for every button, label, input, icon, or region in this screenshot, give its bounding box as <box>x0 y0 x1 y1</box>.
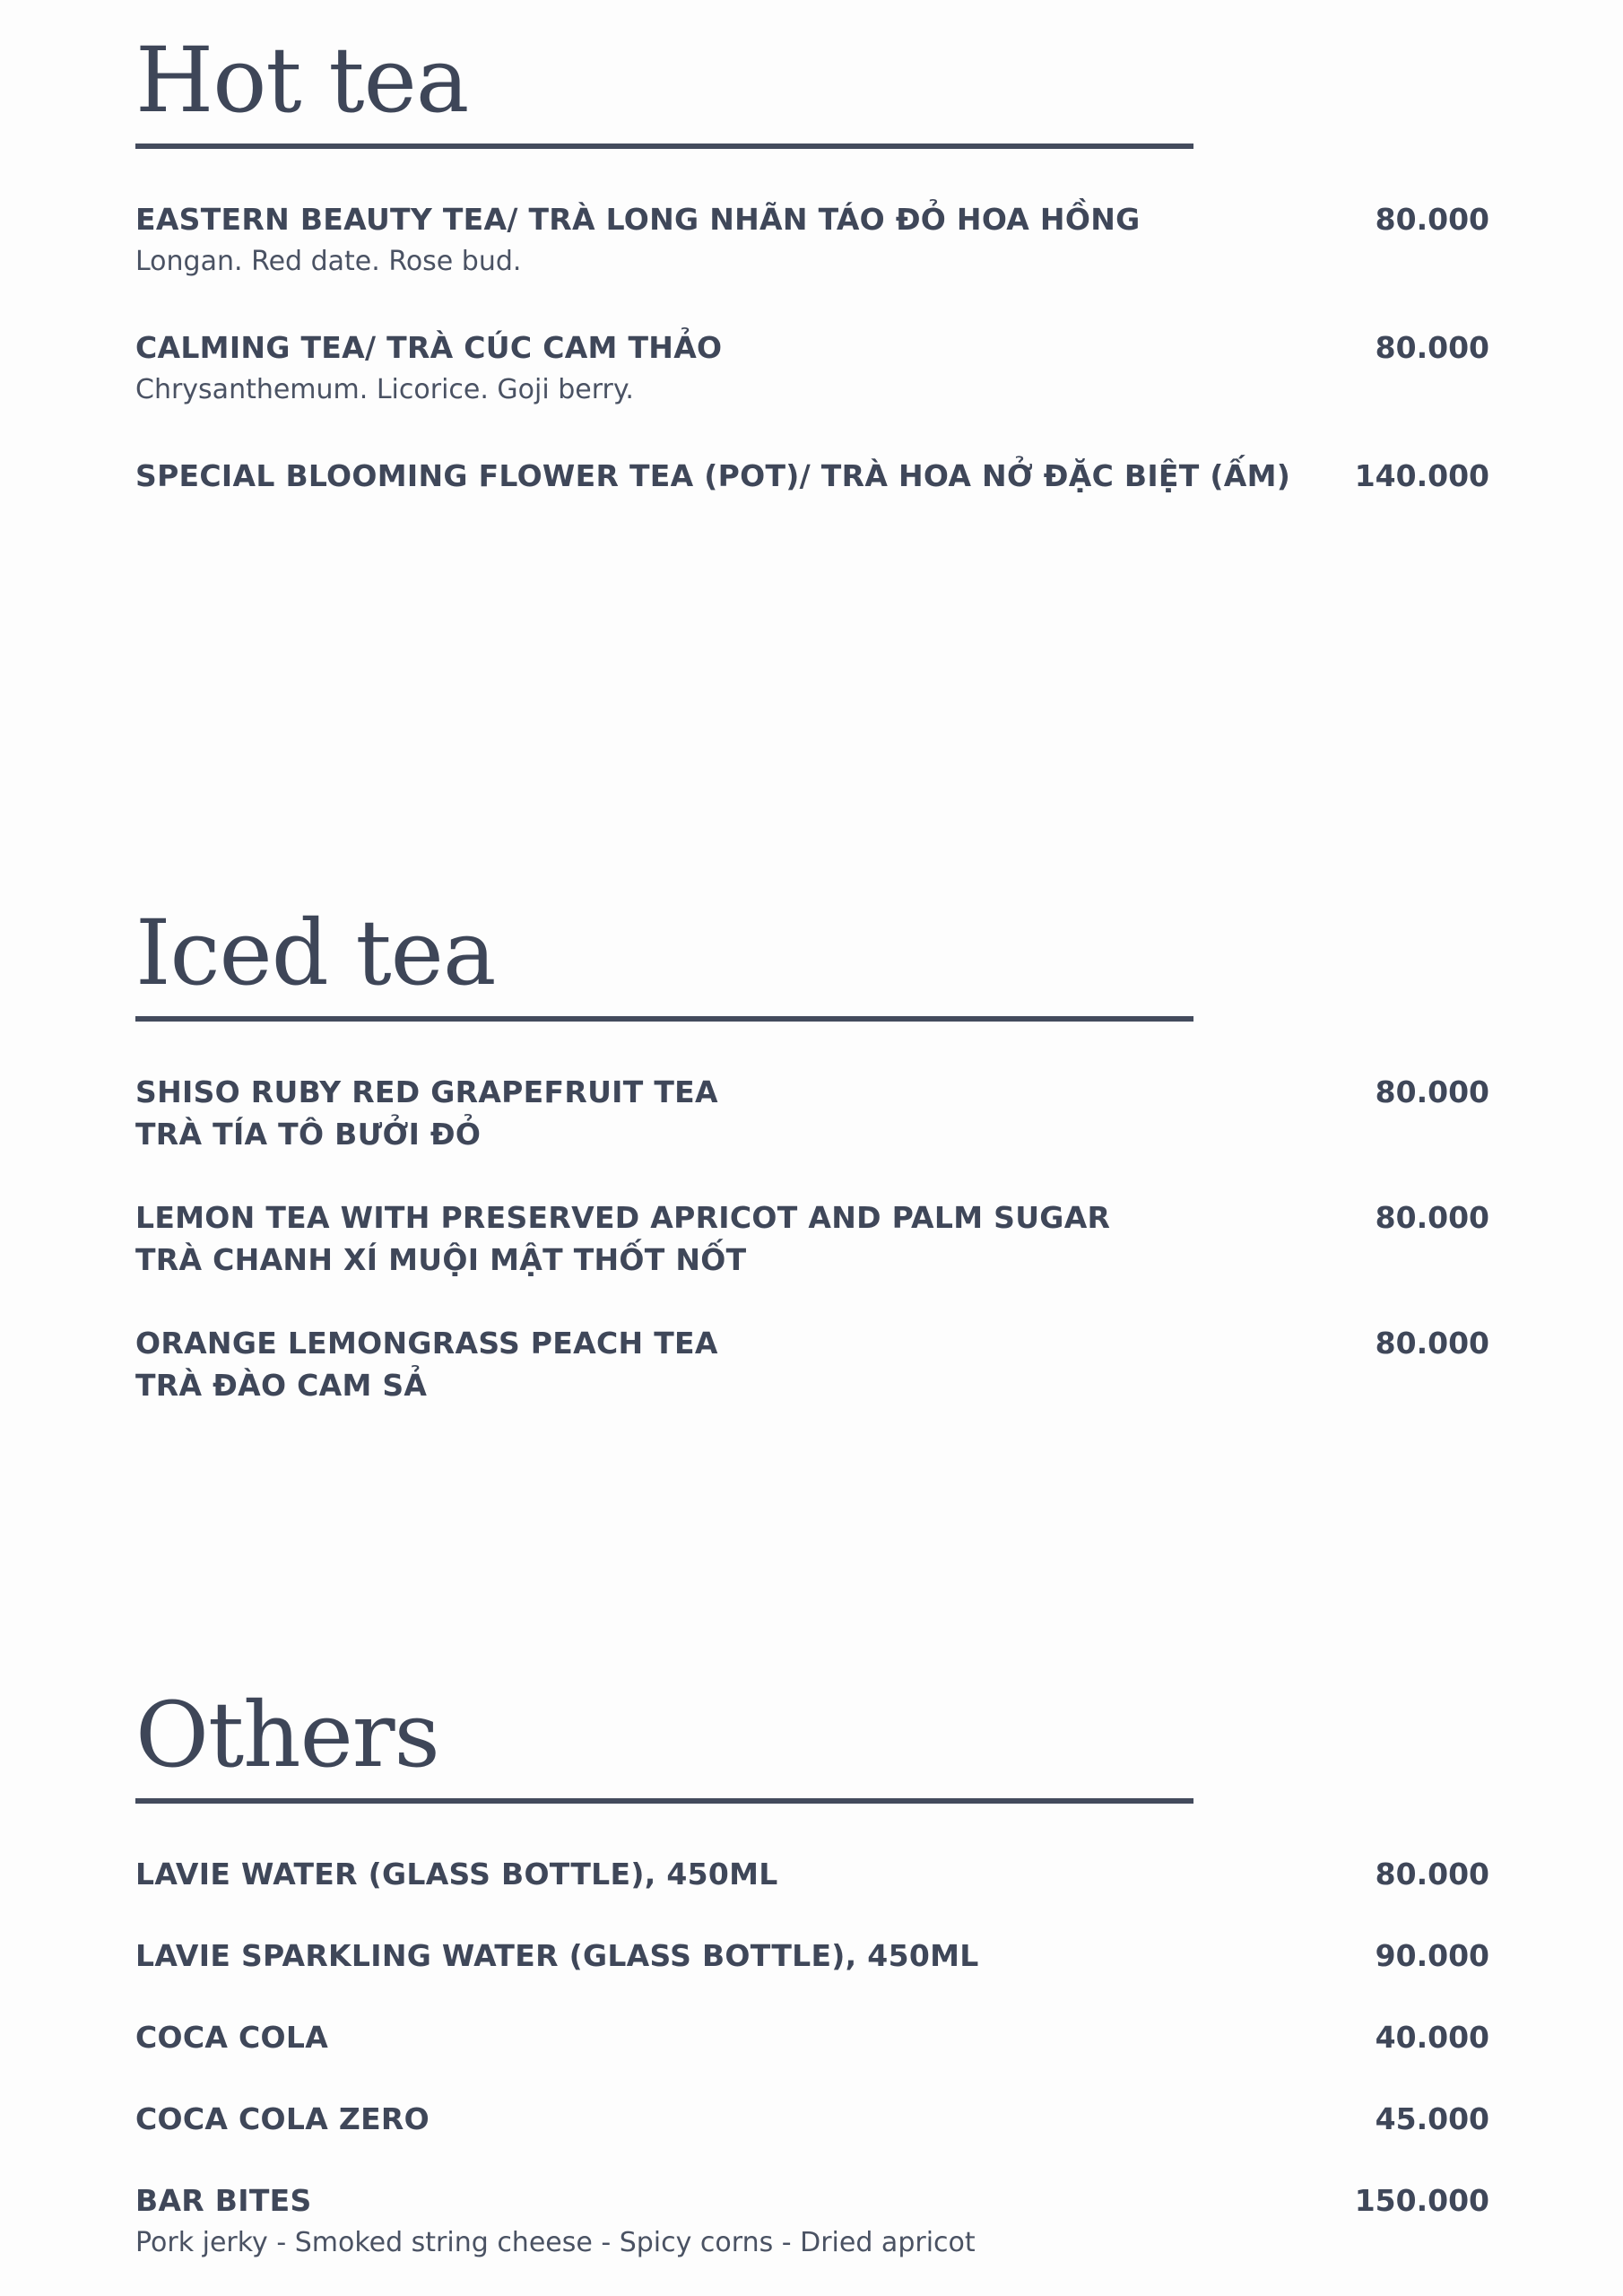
item-description: Longan. Red date. Rose bud. <box>135 246 522 277</box>
item-price: 80.000 <box>1375 202 1489 237</box>
item-description: Pork jerky - Smoked string cheese - Spicy corns - Dried apricot <box>135 2227 976 2258</box>
item-name-vietnamese: TRÀ ĐÀO CAM SẢ <box>135 1368 428 1403</box>
item-name: ORANGE LEMONGRASS PEACH TEA <box>135 1326 718 1361</box>
menu-item <box>135 1071 1489 1155</box>
item-name-vietnamese: TRÀ CHANH XÍ MUỘI MẬT THỐT NỐT <box>135 1242 747 1277</box>
section-divider <box>135 1798 1193 1804</box>
item-name: CALMING TEA/ TRÀ CÚC CAM THẢO <box>135 330 723 365</box>
item-name: LAVIE SPARKLING WATER (GLASS BOTTLE), 450ML <box>135 1938 979 1973</box>
menu-item <box>135 455 1489 497</box>
menu-item <box>135 326 1489 408</box>
section-others <box>135 1683 1489 2261</box>
item-name: LEMON TEA WITH PRESERVED APRICOT AND PALM SUGAR <box>135 1200 1111 1235</box>
section-title: Others <box>135 1683 439 1787</box>
item-price: 80.000 <box>1375 1857 1489 1892</box>
menu-item <box>135 2016 1489 2058</box>
section-title: Hot tea <box>135 28 469 133</box>
item-price: 140.000 <box>1354 458 1489 493</box>
item-name: SPECIAL BLOOMING FLOWER TEA (POT)/ TRÀ HOA NỞ ĐẶC BIỆT (ẤM) <box>135 458 1291 493</box>
menu-item <box>135 2098 1489 2140</box>
section-iced-tea <box>135 900 1489 1406</box>
menu-item <box>135 1853 1489 1895</box>
item-price: 80.000 <box>1375 1326 1489 1361</box>
item-name: LAVIE WATER (GLASS BOTTLE), 450ML <box>135 1857 778 1892</box>
item-price: 80.000 <box>1375 1200 1489 1235</box>
menu-item <box>135 2179 1489 2261</box>
item-description: Chrysanthemum. Licorice. Goji berry. <box>135 374 634 405</box>
item-price: 150.000 <box>1354 2183 1489 2218</box>
item-price: 90.000 <box>1375 1938 1489 1973</box>
menu-item <box>135 198 1489 280</box>
section-title: Iced tea <box>135 900 496 1005</box>
item-price: 80.000 <box>1375 1074 1489 1109</box>
item-name: EASTERN BEAUTY TEA/ TRÀ LONG NHÃN TÁO ĐỎ HOA HỒNG <box>135 202 1141 237</box>
section-divider <box>135 1016 1193 1022</box>
item-name-vietnamese: TRÀ TÍA TÔ BƯỞI ĐỎ <box>135 1117 482 1152</box>
item-price: 45.000 <box>1375 2101 1489 2136</box>
menu-item <box>135 1196 1489 1281</box>
item-name: COCA COLA ZERO <box>135 2101 430 2136</box>
item-name: BAR BITES <box>135 2183 312 2218</box>
item-price: 80.000 <box>1375 330 1489 365</box>
section-hot-tea <box>135 28 1489 497</box>
menu-item <box>135 1322 1489 1406</box>
item-name: COCA COLA <box>135 2020 329 2055</box>
item-name: SHISO RUBY RED GRAPEFRUIT TEA <box>135 1074 718 1109</box>
item-price: 40.000 <box>1375 2020 1489 2055</box>
menu-item <box>135 1935 1489 1977</box>
section-divider <box>135 144 1193 149</box>
